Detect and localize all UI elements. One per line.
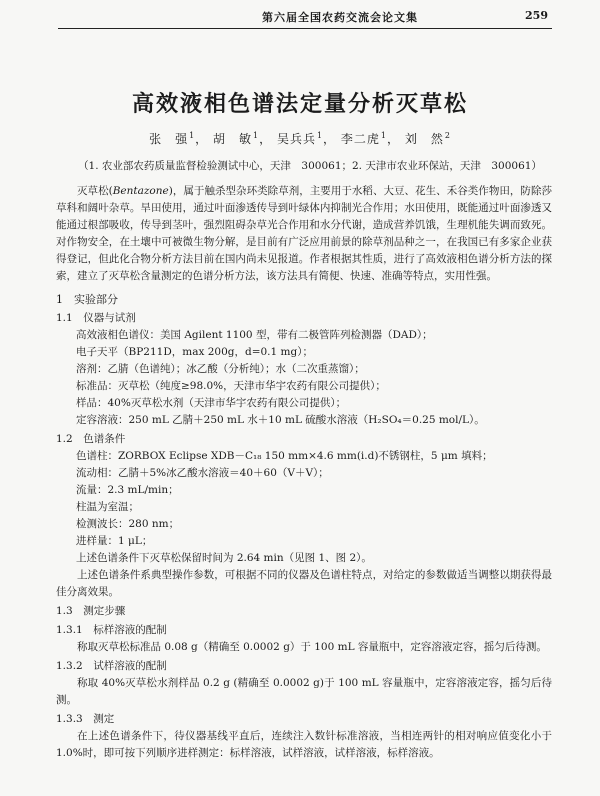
list-item: 溶剂：乙腈（色谱纯）；冰乙酸（分析纯）；水（二次重蒸馏）； bbox=[76, 363, 365, 375]
subsection-heading: 1.1 仪器与试剂 bbox=[56, 312, 136, 324]
paper-title: 高效液相色谱法定量分析灭草松 bbox=[131, 92, 468, 117]
list-item: 流量：2.3 mL/min； bbox=[76, 484, 179, 496]
note-paragraph: 上述色谱条件系典型操作参数，可根据不同的仪器及色谱柱特点，对给定的参数做适当调整以期获得最佳分离效果。 bbox=[56, 569, 552, 598]
list-item: 定容溶液：250 mL 乙腈＋250 mL 水＋10 mL 硫酸水溶液（H₂SO₄＝0.25 mol/L）。 bbox=[76, 414, 485, 426]
subsubsection-heading: 1.3.3 测定 bbox=[56, 713, 115, 725]
author-list: 张 强$^1$， 胡 敏$^1$， 吴兵兵$^1$， 李二虎$^1$， 刘 然$^2$ bbox=[149, 131, 451, 146]
subsubsection-heading: 1.3.2 试样溶液的配制 bbox=[56, 660, 167, 672]
section-heading: 1 实验部分 bbox=[56, 293, 118, 306]
subsubsection-heading: 1.3.1 标样溶液的配制 bbox=[56, 624, 167, 636]
author: 刘 然$^2$ bbox=[404, 131, 451, 146]
procedure-paragraph: 称取 40%灭草松水剂样品 0.2 g (精确至 0.0002 g)于 100 mL 容量瓶中，定容溶液定容，摇匀后待测。 bbox=[56, 677, 552, 706]
author: 胡 敏$^1$ bbox=[213, 131, 260, 146]
paper-body bbox=[56, 183, 552, 762]
abstract-paragraph: 灭草松(Bentazone)，属于触杀型杂环类除草剂，主要用于水稻、大豆、花生、禾谷类作物田，防除莎草科和阔叶杂草。旱田使用，通过叶面渗透传导到叶绿体内抑制光合作用；水田使用，既能通过叶面渗透又能通过根部吸收，传导到茎叶，强烈阻碍杂草光合作用和水分代谢，造成营养饥饿，生理机能失调而致死。对作物安全，在土壤中可被微生物分解，是目前有广泛应用前景的除草剂品种之一，在我国已有多家企业获得登记，但此化合物分析方法目前在国内尚未见报道。作者根据其性质，进行了高效液相色谱分析方法的探索，建立了灭草松含量测定的色谱分析方法，该方法具有简便、快速、准确等特点，实用性强。 bbox=[56, 185, 552, 282]
page-number: 259 bbox=[525, 9, 548, 22]
author: 李二虎$^1$ bbox=[340, 131, 387, 146]
list-item: 检测波长：280 nm； bbox=[76, 518, 180, 530]
list-item: 上述色谱条件下灭草松保留时间为 2.64 min（见图 1、图 2）。 bbox=[76, 552, 372, 564]
affiliation: （1. 农业部农药质量监督检验测试中心，天津 300061；2. 天津市农业环保站，天津 300061） bbox=[78, 160, 542, 172]
author: 张 强$^1$ bbox=[149, 131, 196, 146]
running-header bbox=[58, 6, 552, 29]
list-item: 高效液相色谱仪：美国 Agilent 1100 型，带有二极管阵列检测器（DAD）； bbox=[76, 329, 433, 341]
subsection-heading: 1.3 测定步骤 bbox=[56, 605, 126, 617]
list-item: 标准品：灭草松（纯度≥98.0%，天津市华宇农药有限公司提供）； bbox=[76, 380, 386, 392]
procedure-paragraph: 称取灭草松标准品 0.08 g（精确至 0.0002 g）于 100 mL 容量瓶中，定容溶液定容，摇匀后待测。 bbox=[77, 641, 547, 653]
list-item: 电子天平（BP211D，max 200g，d=0.1 mg）； bbox=[76, 346, 313, 358]
journal-title: 第六届全国农药交流会论文集 bbox=[262, 11, 418, 24]
procedure-paragraph: 在上述色谱条件下，待仪器基线平直后，连续注入数针标准溶液，当相连两针的相对响应值变化小于 1.0%时，即可按下列顺序进样测定：标样溶液，试样溶液，试样溶液，标样溶液。 bbox=[56, 730, 552, 759]
list-item: 色谱柱：ZORBOX Eclipse XDB－C₁₈ 150 mm×4.6 mm(i.d)不锈钢柱，5 μm 填料； bbox=[76, 450, 493, 462]
list-item: 柱温为室温； bbox=[76, 501, 139, 513]
list-item: 样品：40%灭草松水剂（天津市华宇农药有限公司提供）； bbox=[76, 397, 347, 409]
subsection-heading: 1.2 色谱条件 bbox=[56, 433, 126, 445]
list-item: 进样量：1 μL； bbox=[76, 535, 153, 547]
list-item: 流动相：乙腈＋5%冰乙酸水溶液＝40＋60（V＋V）； bbox=[76, 467, 329, 479]
author: 吴兵兵$^1$ bbox=[276, 131, 324, 146]
